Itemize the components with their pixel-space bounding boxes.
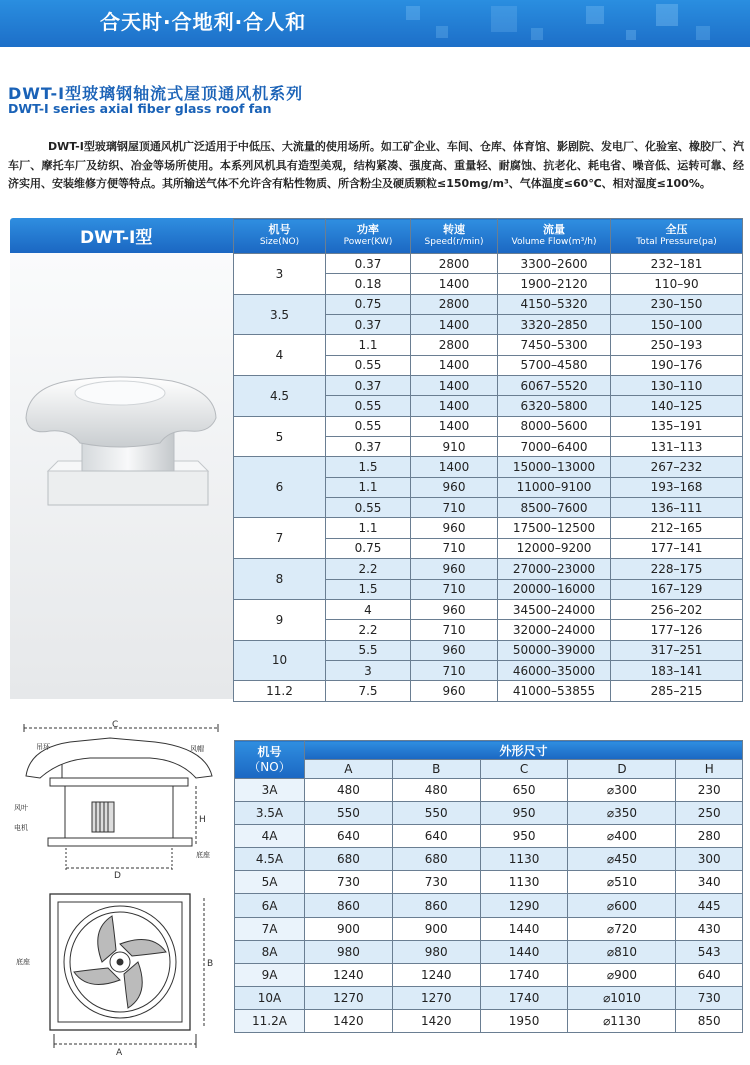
size-cell: 10A (235, 986, 305, 1009)
table-cell: 960 (411, 559, 498, 579)
size-cell: 5A (235, 871, 305, 894)
dim-label-a: A (116, 1048, 123, 1058)
table-cell: 285–215 (611, 681, 743, 701)
table-cell: 1400 (411, 315, 498, 335)
table-cell: 1.1 (326, 477, 411, 497)
label-hood: 风帽 (190, 745, 204, 753)
dim-col-header-size: 机号 （NO） (235, 741, 305, 779)
page-title: DWT-Ⅰ型玻璃钢轴流式屋顶通风机系列 (8, 84, 304, 103)
table-cell: 1400 (411, 396, 498, 416)
table-row (235, 848, 743, 871)
table-cell: 1400 (411, 457, 498, 477)
table-cell: 27000–23000 (498, 559, 611, 579)
table-cell: 7000–6400 (498, 437, 611, 457)
dim-label-h: H (199, 815, 206, 825)
table-cell: 1.1 (326, 518, 411, 538)
table-cell: 4150–5320 (498, 294, 611, 314)
table-cell: 0.55 (326, 416, 411, 436)
table-cell: 710 (411, 538, 498, 558)
table-cell: 1270 (305, 986, 393, 1009)
label-base-side: 底座 (196, 851, 210, 859)
table-row (234, 681, 743, 701)
table-cell: 250 (676, 802, 743, 825)
table-cell: 480 (392, 779, 480, 802)
size-cell: 9 (234, 599, 326, 640)
col-header-power: 功率 Power(KW) (326, 219, 411, 254)
table-cell: ⌀600 (568, 894, 676, 917)
table-cell: 0.37 (326, 437, 411, 457)
table-cell: 1440 (480, 917, 568, 940)
table-cell: 0.37 (326, 315, 411, 335)
table-cell: 430 (676, 917, 743, 940)
table-cell: 445 (676, 894, 743, 917)
table-cell: 11000–9100 (498, 477, 611, 497)
col-header-size: 机号 Size(NO) (234, 219, 326, 254)
table-cell: 12000–9200 (498, 538, 611, 558)
table-cell: 900 (392, 917, 480, 940)
table-cell: 960 (411, 681, 498, 701)
table-cell: 136–111 (611, 498, 743, 518)
table-cell: 5.5 (326, 640, 411, 660)
table-cell: 46000–35000 (498, 660, 611, 680)
table-cell: 2.2 (326, 559, 411, 579)
table-cell: 710 (411, 579, 498, 599)
size-cell: 4.5 (234, 376, 326, 417)
table-cell: 41000–53855 (498, 681, 611, 701)
table-cell: ⌀510 (568, 871, 676, 894)
table-row (235, 1009, 743, 1032)
table-cell: 730 (392, 871, 480, 894)
table-cell: 1130 (480, 848, 568, 871)
table-row (234, 376, 743, 396)
table-cell: 280 (676, 825, 743, 848)
table-cell: 710 (411, 660, 498, 680)
table-cell: 7450–5300 (498, 335, 611, 355)
table-cell: 2800 (411, 254, 498, 274)
size-cell: 3.5A (235, 802, 305, 825)
table-cell: 3 (326, 660, 411, 680)
table-cell: 2.2 (326, 620, 411, 640)
table-cell: ⌀350 (568, 802, 676, 825)
table-cell: 960 (411, 599, 498, 619)
table-cell: 480 (305, 779, 393, 802)
table-cell: 1240 (305, 963, 393, 986)
header-banner (0, 0, 750, 47)
table-cell: 550 (392, 802, 480, 825)
table-cell: 0.18 (326, 274, 411, 294)
table-cell: 730 (676, 986, 743, 1009)
dim-group-header: 外形尺寸 (305, 741, 743, 760)
table-cell: 980 (305, 940, 393, 963)
table-cell: 1420 (392, 1009, 480, 1032)
table-cell: ⌀450 (568, 848, 676, 871)
size-cell: 3.5 (234, 294, 326, 335)
table-cell: 1130 (480, 871, 568, 894)
table-cell: 32000–24000 (498, 620, 611, 640)
dimension-drawing (10, 718, 226, 1058)
dim-column-headers (235, 760, 743, 779)
table-cell: 150–100 (611, 315, 743, 335)
table-cell: 0.55 (326, 396, 411, 416)
dim-label-d: D (114, 871, 121, 881)
size-cell: 4A (235, 825, 305, 848)
table-cell: 6320–5800 (498, 396, 611, 416)
table-cell: ⌀400 (568, 825, 676, 848)
table-cell: 1740 (480, 963, 568, 986)
table-cell: 267–232 (611, 457, 743, 477)
size-cell: 11.2 (234, 681, 326, 701)
table-cell: 1900–2120 (498, 274, 611, 294)
table-cell: 900 (305, 917, 393, 940)
table-cell: 177–126 (611, 620, 743, 640)
table-row (235, 963, 743, 986)
dim-label-b: B (207, 959, 214, 969)
table-cell: 0.37 (326, 376, 411, 396)
table-cell: 2800 (411, 335, 498, 355)
size-cell: 6 (234, 457, 326, 518)
table-row (234, 294, 743, 314)
table-cell: 550 (305, 802, 393, 825)
table-row (235, 986, 743, 1009)
table-cell: 1240 (392, 963, 480, 986)
table-cell: 1400 (411, 355, 498, 375)
table-cell: 1400 (411, 416, 498, 436)
table-cell: 640 (392, 825, 480, 848)
table-cell: 6067–5520 (498, 376, 611, 396)
table-cell: 230 (676, 779, 743, 802)
table-cell: 15000–13000 (498, 457, 611, 477)
table-cell: ⌀1010 (568, 986, 676, 1009)
table-cell: 50000–39000 (498, 640, 611, 660)
table-cell: 710 (411, 620, 498, 640)
table-cell: 1400 (411, 274, 498, 294)
table-cell: 8500–7600 (498, 498, 611, 518)
dim-col-header: C (480, 760, 568, 779)
label-lifting-ring: 吊环 (36, 743, 50, 751)
table-cell: 4 (326, 599, 411, 619)
size-cell: 3A (235, 779, 305, 802)
table-cell: 0.55 (326, 498, 411, 518)
table-cell: 140–125 (611, 396, 743, 416)
table-row (234, 254, 743, 274)
table-cell: 960 (411, 640, 498, 660)
table-cell: 0.37 (326, 254, 411, 274)
table-cell: 850 (676, 1009, 743, 1032)
size-cell: 7 (234, 518, 326, 559)
label-motor: 电机 (14, 824, 28, 832)
table-cell: 960 (411, 518, 498, 538)
table-cell: 0.75 (326, 294, 411, 314)
table-cell: 1.5 (326, 457, 411, 477)
table-cell: 3300–2600 (498, 254, 611, 274)
dimension-table-body (235, 779, 743, 1033)
table-row (234, 335, 743, 355)
table-cell: ⌀1130 (568, 1009, 676, 1032)
label-base-top: 底座 (16, 958, 30, 966)
table-cell: 1440 (480, 940, 568, 963)
label-impeller: 风叶 (14, 804, 28, 812)
table-cell: 1290 (480, 894, 568, 917)
table-cell: 2800 (411, 294, 498, 314)
table-row (235, 871, 743, 894)
table-cell: 256–202 (611, 599, 743, 619)
table-cell: ⌀900 (568, 963, 676, 986)
table-row (235, 894, 743, 917)
table-cell: 8000–5600 (498, 416, 611, 436)
table-cell: 0.75 (326, 538, 411, 558)
table-row (235, 917, 743, 940)
table-cell: 950 (480, 825, 568, 848)
size-cell: 4.5A (235, 848, 305, 871)
table-cell: 193–168 (611, 477, 743, 497)
size-cell: 8 (234, 559, 326, 600)
table-row (234, 640, 743, 660)
table-row (234, 416, 743, 436)
table-cell: 230–150 (611, 294, 743, 314)
table-cell: 250–193 (611, 335, 743, 355)
table-cell: 130–110 (611, 376, 743, 396)
banner-slogan: 合天时·合地利·合人和 (100, 10, 307, 34)
table-cell: 5700–4580 (498, 355, 611, 375)
table-cell: 3320–2850 (498, 315, 611, 335)
table-cell: 34500–24000 (498, 599, 611, 619)
dim-label-c: C (112, 720, 119, 730)
col-header-speed: 转速 Speed(r/min) (411, 219, 498, 254)
table-cell: 0.55 (326, 355, 411, 375)
dim-col-header: B (392, 760, 480, 779)
model-label-box (10, 218, 233, 253)
page-subtitle: DWT-I series axial fiber glass roof fan (8, 101, 272, 116)
table-cell: 1270 (392, 986, 480, 1009)
table-cell: 1400 (411, 376, 498, 396)
table-cell: 7.5 (326, 681, 411, 701)
table-cell: 131–113 (611, 437, 743, 457)
table-cell: 950 (480, 802, 568, 825)
table-cell: 680 (305, 848, 393, 871)
table-cell: 1.1 (326, 335, 411, 355)
size-cell: 7A (235, 917, 305, 940)
size-cell: 6A (235, 894, 305, 917)
table-cell: 1.5 (326, 579, 411, 599)
product-photo (10, 253, 233, 699)
table-cell: 183–141 (611, 660, 743, 680)
dimension-table (234, 740, 743, 1033)
table-cell: 543 (676, 940, 743, 963)
table-cell: 960 (411, 477, 498, 497)
table-cell: 317–251 (611, 640, 743, 660)
table-row (234, 457, 743, 477)
table-cell: 980 (392, 940, 480, 963)
table-cell: 910 (411, 437, 498, 457)
table-row (234, 559, 743, 579)
table-cell: ⌀720 (568, 917, 676, 940)
table-cell: ⌀300 (568, 779, 676, 802)
size-cell: 10 (234, 640, 326, 681)
table-cell: 177–141 (611, 538, 743, 558)
table-cell: 135–191 (611, 416, 743, 436)
table-cell: 1420 (305, 1009, 393, 1032)
table-cell: 167–129 (611, 579, 743, 599)
performance-table (233, 218, 743, 702)
col-header-pressure: 全压 Total Pressure(pa) (611, 219, 743, 254)
table-row (234, 599, 743, 619)
performance-table-body (234, 254, 743, 702)
table-cell: 190–176 (611, 355, 743, 375)
table-cell: 1950 (480, 1009, 568, 1032)
table-cell: 730 (305, 871, 393, 894)
table-cell: 650 (480, 779, 568, 802)
table-row (235, 779, 743, 802)
table-cell: 640 (676, 963, 743, 986)
table-cell: 860 (392, 894, 480, 917)
table-row (235, 802, 743, 825)
intro-paragraph: DWT-Ⅰ型玻璃钢屋顶通风机广泛适用于中低压、大流量的使用场所。如工矿企业、车间、仓库、体育馆、影剧院、发电厂、化验室、橡胶厂、汽车厂、摩托车厂及纺织、冶金等场所使用。本系列风机具有造型美观，结构紧凑、强度高、重量轻、耐腐蚀、抗老化、耗电省、噪音低、运转可靠、经济实用、安装维修方便等特点。其所输送气体不允许含有粘性物质、所含粉尘及硬质颗粒≤150mg/m³、气体温度≤60℃、相对湿度≤100%。 (8, 140, 744, 190)
table-cell: 340 (676, 871, 743, 894)
size-cell: 9A (235, 963, 305, 986)
table-cell: 20000–16000 (498, 579, 611, 599)
col-header-flow: 流量 Volume Flow(m³/h) (498, 219, 611, 254)
table-cell: 232–181 (611, 254, 743, 274)
table-cell: ⌀810 (568, 940, 676, 963)
table-cell: 1740 (480, 986, 568, 1009)
table-cell: 212–165 (611, 518, 743, 538)
size-cell: 5 (234, 416, 326, 457)
size-cell: 4 (234, 335, 326, 376)
dim-col-header: D (568, 760, 676, 779)
size-cell: 8A (235, 940, 305, 963)
table-cell: 228–175 (611, 559, 743, 579)
table-cell: 110–90 (611, 274, 743, 294)
dim-col-header: H (676, 760, 743, 779)
dim-col-header: A (305, 760, 393, 779)
table-row (234, 518, 743, 538)
table-cell: 640 (305, 825, 393, 848)
table-row (235, 940, 743, 963)
size-cell: 3 (234, 254, 326, 295)
table-cell: 680 (392, 848, 480, 871)
table-cell: 710 (411, 498, 498, 518)
size-cell: 11.2A (235, 1009, 305, 1032)
table-cell: 300 (676, 848, 743, 871)
table-cell: 17500–12500 (498, 518, 611, 538)
table-cell: 860 (305, 894, 393, 917)
model-label: DWT-Ⅰ型 (80, 228, 153, 248)
table-row (235, 825, 743, 848)
